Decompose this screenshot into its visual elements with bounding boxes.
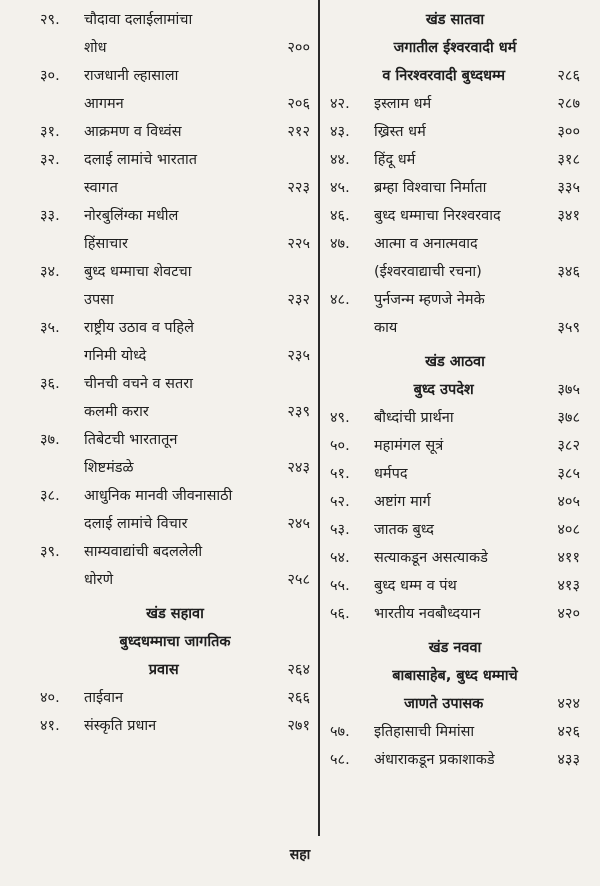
entry-page-number: २२५ (287, 236, 310, 252)
toc-entry-line (40, 118, 310, 146)
entry-number: ३८. (40, 488, 60, 504)
left-column (40, 6, 310, 740)
toc-entry (330, 118, 580, 146)
entry-title: बुध्द धम्म व पंथ (374, 578, 457, 594)
entry-title: हिंसाचार (84, 236, 128, 252)
toc-entry (40, 426, 310, 482)
entry-number: ५३. (330, 522, 350, 538)
entry-title: आक्रमण व विध्वंस (84, 124, 182, 140)
toc-entry (40, 482, 310, 538)
toc-entry-line (330, 202, 580, 230)
toc-entry (330, 404, 580, 432)
toc-entry (40, 370, 310, 426)
entry-page-number: ३०० (557, 124, 580, 140)
toc-entry-line (330, 404, 580, 432)
toc-entry (330, 460, 580, 488)
toc-entry (40, 538, 310, 594)
entry-page-number: २०६ (287, 96, 310, 112)
section-subtitle-row (330, 376, 580, 404)
entry-number: ४१. (40, 718, 60, 734)
entry-number: ४९. (330, 410, 350, 426)
section-subtitle: जगातील ईश्वरवादी धर्म (393, 40, 517, 56)
entry-title: (ईश्वरवाद्याची रचना) (374, 264, 482, 280)
entry-page-number: २५८ (287, 572, 310, 588)
entry-page-number: २३२ (287, 292, 310, 308)
entry-number: ५१. (330, 466, 350, 482)
entry-title: पुर्नजन्म म्हणजे नेमके (374, 292, 485, 308)
section-subtitle: जाणते उपासक (404, 696, 484, 712)
toc-entry-line (40, 146, 310, 174)
entry-title: हिंदू धर्म (374, 152, 416, 168)
entry-number: ३७. (40, 432, 60, 448)
section-subtitle-row (330, 62, 580, 90)
entry-number: ४८. (330, 292, 350, 308)
section-title: खंड सातवा (425, 12, 485, 28)
entry-page-number: २०० (287, 40, 310, 56)
toc-entry (330, 90, 580, 118)
section-subtitle: बुध्दधम्माचा जागतिक (119, 634, 231, 650)
toc-entry-line (40, 314, 310, 342)
footer-page-label: सहा (289, 847, 311, 863)
toc-entry-line (330, 146, 580, 174)
entry-page-number: ३८२ (557, 438, 580, 454)
entry-number: ३०. (40, 68, 60, 84)
toc-entry-line (330, 314, 580, 342)
toc-entry (330, 202, 580, 230)
right-column (330, 6, 580, 774)
toc-entry-line (40, 566, 310, 594)
section-subtitle: बुध्द उपदेश (413, 382, 474, 398)
section-page-number: २६४ (287, 662, 310, 678)
entry-number: ५२. (330, 494, 350, 510)
toc-entry (330, 544, 580, 572)
entry-page-number: २८७ (557, 96, 580, 112)
toc-entry (330, 488, 580, 516)
entry-title: महामंगल सूत्रं (374, 438, 444, 454)
entry-title: साम्यवाद्यांची बदललेली (84, 544, 203, 560)
toc-entry-line (330, 432, 580, 460)
toc-entry (40, 6, 310, 62)
section-subtitle-row (40, 656, 310, 684)
entry-title: चीनची वचने व सतरा (84, 376, 193, 392)
toc-entry-line (330, 118, 580, 146)
entry-number: ३९. (40, 544, 60, 560)
entry-page-number: २३५ (287, 348, 310, 364)
toc-entry (330, 286, 580, 342)
section-subtitle: व निरश्वरवादी बुध्दधम्म (382, 68, 506, 84)
toc-entry-line (40, 34, 310, 62)
entry-title: शोध (84, 40, 107, 56)
entry-page-number: ४२० (557, 606, 580, 622)
entry-title: चौदावा दलाईलामांचा (84, 12, 193, 28)
entry-number: ३१. (40, 124, 60, 140)
entry-number: ३६. (40, 376, 60, 392)
toc-entry-line (330, 258, 580, 286)
entry-number: ५५. (330, 578, 350, 594)
entry-title: बुध्द धम्माचा निरश्वरवाद (374, 208, 501, 224)
toc-entry-line (330, 286, 580, 314)
toc-entry-line (40, 454, 310, 482)
entry-title: तिबेटची भारतातून (84, 432, 178, 448)
entry-page-number: २१२ (287, 124, 310, 140)
toc-entry-line (330, 230, 580, 258)
toc-entry (330, 174, 580, 202)
entry-page-number: २३९ (287, 404, 310, 420)
toc-entry-line (330, 516, 580, 544)
section-page-number: ४२४ (557, 696, 580, 712)
toc-entry-line (40, 398, 310, 426)
entry-number: ३४. (40, 264, 60, 280)
entry-number: ५४. (330, 550, 350, 566)
entry-title: उपसा (84, 292, 114, 308)
toc-entry-line (40, 712, 310, 740)
entry-page-number: २४५ (287, 516, 310, 532)
entry-number: ५०. (330, 438, 350, 454)
entry-number: ३२. (40, 152, 60, 168)
entry-title: दलाई लामांचे विचार (84, 516, 188, 532)
toc-entry (40, 258, 310, 314)
entry-title: बुध्द धम्माचा शेवटचा (84, 264, 192, 280)
toc-entry-line (40, 510, 310, 538)
entry-page-number: ३१८ (557, 152, 580, 168)
entry-title: इस्लाम धर्म (374, 96, 432, 112)
entry-page-number: ४०५ (557, 494, 580, 510)
entry-title: कलमी करार (84, 404, 149, 420)
entry-title: भारतीय नवबौध्दयान (374, 606, 481, 622)
toc-entry (330, 572, 580, 600)
toc-entry-line (40, 230, 310, 258)
page-footer (0, 845, 600, 864)
entry-number: ४२. (330, 96, 350, 112)
entry-page-number: ४२६ (557, 724, 580, 740)
toc-entry (330, 516, 580, 544)
entry-title: अंधाराकडून प्रकाशाकडे (374, 752, 495, 768)
entry-title: राजधानी ल्हासाला (84, 68, 179, 84)
entry-title: शिष्टमंडळे (84, 460, 134, 476)
entry-number: ४५. (330, 180, 350, 196)
entry-title: राष्ट्रीय उठाव व पहिले (84, 320, 194, 336)
toc-entry-line (330, 746, 580, 774)
entry-title: इतिहासाची मिमांसा (374, 724, 475, 740)
entry-title: आधुनिक मानवी जीवनासाठी (84, 488, 233, 504)
toc-entry-line (330, 460, 580, 488)
toc-entry (330, 230, 580, 286)
toc-entry (40, 314, 310, 370)
entry-title: स्वागत (84, 180, 118, 196)
entry-page-number: २४३ (287, 460, 310, 476)
entry-page-number: ३५९ (557, 320, 580, 336)
toc-entry (330, 600, 580, 628)
toc-entry-line (40, 202, 310, 230)
entry-title: अष्टांग मार्ग (374, 494, 431, 510)
toc-entry (40, 62, 310, 118)
section-subtitle: प्रवास (148, 662, 179, 678)
toc-entry-line (330, 544, 580, 572)
entry-title: गनिमी योध्दे (84, 348, 147, 364)
entry-title: संस्कृति प्रधान (84, 718, 157, 734)
toc-entry (40, 202, 310, 258)
toc-entry-line (40, 684, 310, 712)
entry-page-number: ४०८ (557, 522, 580, 538)
toc-entry-line (330, 174, 580, 202)
entry-number: ४३. (330, 124, 350, 140)
entry-title: काय (374, 320, 398, 336)
entry-page-number: ३४६ (557, 264, 580, 280)
entry-title: आगमन (84, 96, 124, 112)
entry-title: ताईवान (84, 690, 124, 706)
entry-number: ४०. (40, 690, 60, 706)
section-subtitle: बाबासाहेब, बुध्द धम्माचे (392, 668, 518, 684)
column-divider (318, 0, 320, 836)
toc-entry (40, 684, 310, 712)
entry-page-number: ३३५ (557, 180, 580, 196)
toc-entry-line (330, 488, 580, 516)
entry-page-number: ३७८ (557, 410, 580, 426)
toc-entry-line (40, 174, 310, 202)
entry-title: बौध्दांची प्रार्थना (374, 410, 454, 426)
entry-title: धोरणे (84, 572, 114, 588)
entry-page-number: २७१ (287, 718, 310, 734)
entry-page-number: २२३ (287, 180, 310, 196)
toc-entry (40, 118, 310, 146)
toc-entry-line (40, 286, 310, 314)
entry-page-number: ४३३ (557, 752, 580, 768)
entry-page-number: ३८५ (557, 466, 580, 482)
section-subtitle-row (330, 690, 580, 718)
entry-number: ३५. (40, 320, 60, 336)
toc-entry (330, 146, 580, 174)
toc-entry-line (330, 90, 580, 118)
toc-entry (330, 718, 580, 746)
entry-number: ३३. (40, 208, 60, 224)
entry-title: ब्रम्हा विश्वाचा निर्माता (374, 180, 487, 196)
entry-title: नोरबुलिंग्का मधील (84, 208, 179, 224)
entry-number: ५७. (330, 724, 350, 740)
section-title: खंड नववा (428, 640, 482, 656)
entry-title: सत्याकडून असत्याकडे (374, 550, 488, 566)
entry-number: ५६. (330, 606, 350, 622)
entry-number: २९. (40, 12, 60, 28)
toc-entry (40, 712, 310, 740)
toc-entry-line (40, 258, 310, 286)
section-page-number: २८६ (557, 68, 580, 84)
toc-entry-line (40, 426, 310, 454)
toc-entry (330, 746, 580, 774)
entry-number: ४७. (330, 236, 350, 252)
toc-entry-line (330, 572, 580, 600)
toc-entry-line (40, 90, 310, 118)
entry-number: ४४. (330, 152, 350, 168)
toc-entry-line (40, 342, 310, 370)
entry-title: ख्रिस्त धर्म (374, 124, 426, 140)
toc-entry-line (40, 482, 310, 510)
toc-entry-line (40, 370, 310, 398)
toc-entry-line (40, 538, 310, 566)
entry-title: धर्मपद (374, 466, 408, 482)
entry-number: ४६. (330, 208, 350, 224)
entry-page-number: २६६ (287, 690, 310, 706)
entry-page-number: ३४१ (557, 208, 580, 224)
entry-title: दलाई लामांचे भारतात (84, 152, 198, 168)
entry-title: जातक बुध्द (374, 522, 434, 538)
toc-entry (40, 146, 310, 202)
entry-title: आत्मा व अनात्मवाद (374, 236, 478, 252)
toc-entry-line (40, 62, 310, 90)
entry-page-number: ४१३ (557, 578, 580, 594)
toc-entry-line (330, 718, 580, 746)
toc-entry (330, 432, 580, 460)
section-title: खंड आठवा (425, 354, 485, 370)
section-page-number: ३७५ (557, 382, 580, 398)
entry-page-number: ४११ (557, 550, 580, 566)
entry-number: ५८. (330, 752, 350, 768)
section-title: खंड सहावा (146, 606, 204, 622)
toc-entry-line (40, 6, 310, 34)
toc-entry-line (330, 600, 580, 628)
